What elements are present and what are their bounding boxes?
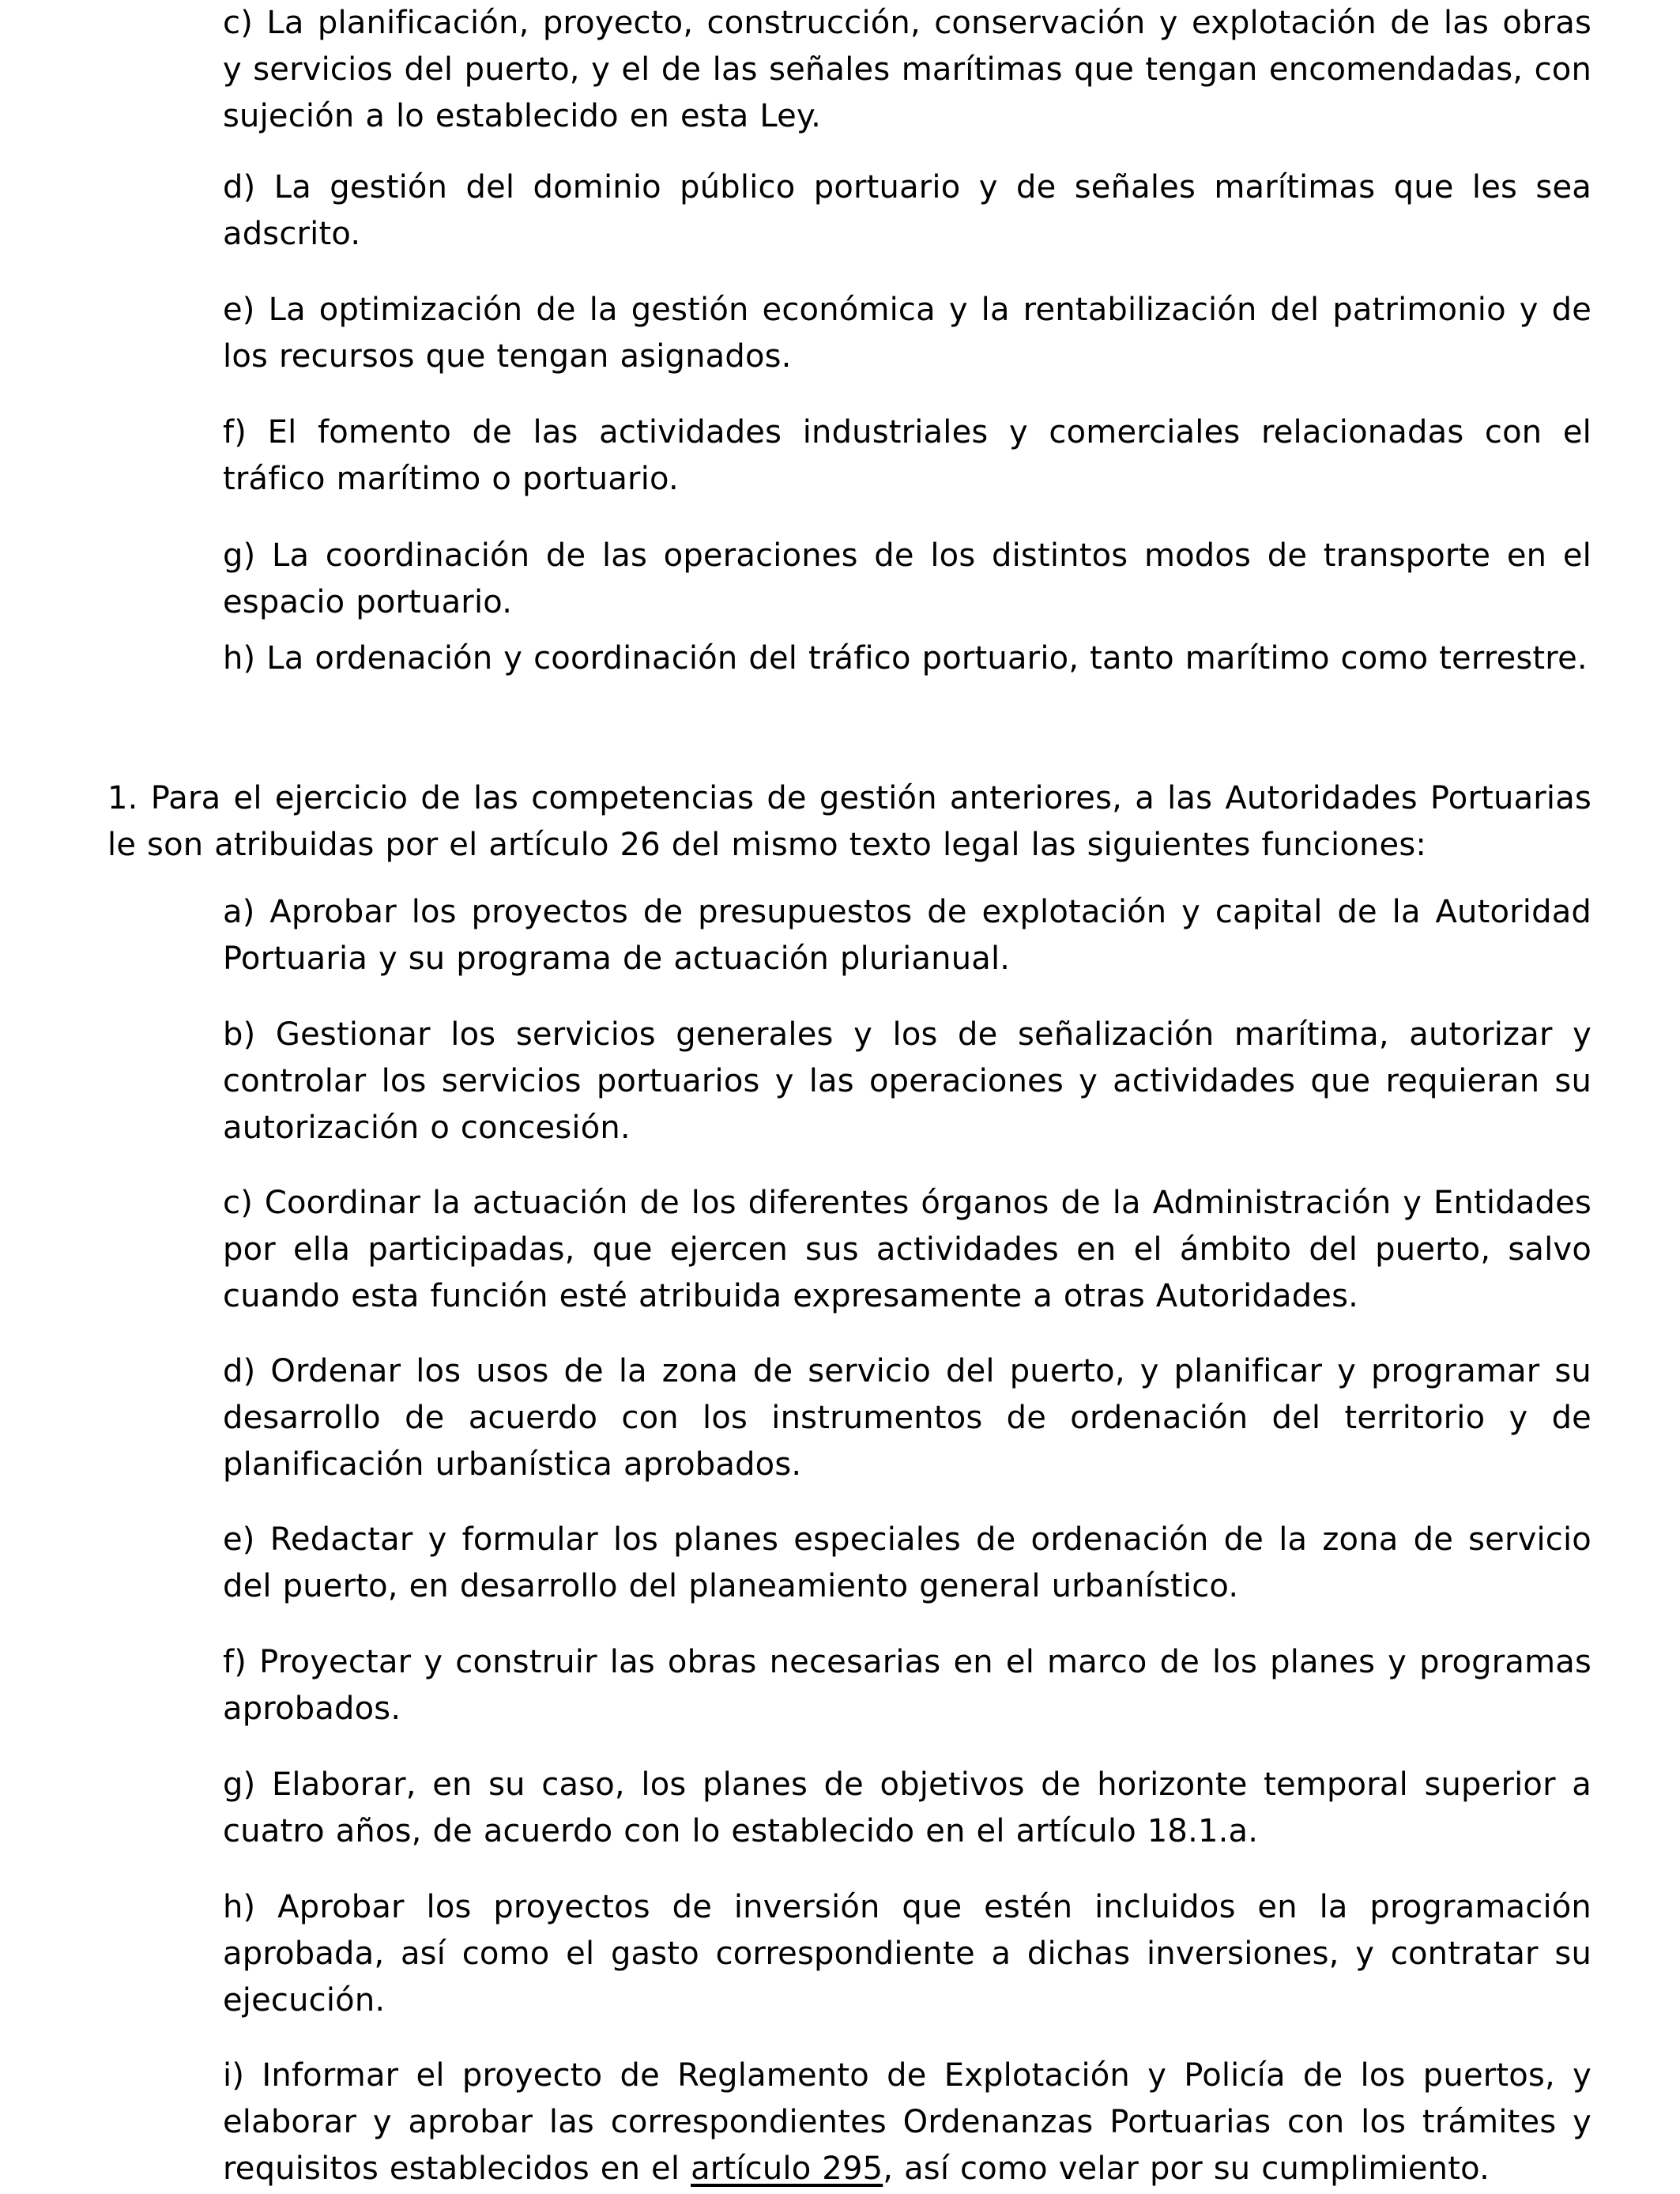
paragraph-competence-d: d) La gestión del dominio público portuario y de señales marítimas que les sea adscrito. — [223, 169, 1591, 252]
paragraph-function-b: b) Gestionar los servicios generales y los de señalización marítima, autorizar y controlar los servicios portuarios y las operaciones y actividades que requieran su autorización o concesión. — [223, 1016, 1591, 1146]
paragraph-competence-f: f) El fomento de las actividades industriales y comerciales relacionadas con el tráfico marítimo o portuario. — [223, 414, 1591, 497]
paragraph-competence-g: g) La coordinación de las operaciones de los distintos modos de transporte en el espacio portuario. — [223, 537, 1591, 620]
paragraph-function-g: g) Elaborar, en su caso, los planes de objetivos de horizonte temporal superior a cuatro años, de acuerdo con lo establecido en el artículo 18.1.a. — [223, 1766, 1591, 1849]
paragraph-competence-e: e) La optimización de la gestión económica y la rentabilización del patrimonio y de los recursos que tengan asignados. — [223, 292, 1591, 375]
paragraph-function-a: a) Aprobar los proyectos de presupuestos de explotación y capital de la Autoridad Portuaria y su programa de actuación plurianual. — [223, 894, 1591, 977]
paragraph-function-e: e) Redactar y formular los planes especiales de ordenación de la zona de servicio del puerto, en desarrollo del planeamiento general urbanístico. — [223, 1521, 1591, 1604]
paragraph-function-d: d) Ordenar los usos de la zona de servicio del puerto, y planificar y programar su desarrollo de acuerdo con los instrumentos de ordenación del territorio y de planificación urbanística aprobados. — [223, 1353, 1591, 1483]
article-295-link[interactable]: artículo 295 — [691, 2151, 883, 2187]
paragraph-intro-functions: 1. Para el ejercicio de las competencias de gestión anteriores, a las Autoridades Portuarias le son atribuidas por el artículo 26 del mismo texto legal las siguientes funciones: — [107, 780, 1591, 863]
paragraph-function-c: c) Coordinar la actuación de los diferentes órganos de la Administración y Entidades por ella participadas, que ejercen sus actividades en el ámbito del puerto, salvo cuando esta función esté atribuida expresamente a otras Autoridades. — [223, 1185, 1591, 1314]
function-i-text-before: i) Informar el proyecto de Reglamento de Explotación y Policía de los puertos, y elaborar y aprobar las correspondientes Ordenanzas Portuarias con los trámites y requisitos establecidos en el — [223, 2057, 1591, 2187]
paragraph-competence-h: h) La ordenación y coordinación del tráfico portuario, tanto marítimo como terrestre. — [223, 640, 1588, 677]
paragraph-function-h: h) Aprobar los proyectos de inversión que estén incluidos en la programación aprobada, así como el gasto correspondiente a dichas inversiones, y contratar su ejecución. — [223, 1889, 1591, 2019]
paragraph-competence-c: c) La planificación, proyecto, construcción, conservación y explotación de las obras y servicios del puerto, y el de las señales marítimas que tengan encomendadas, con sujeción a lo establecido en esta Ley. — [223, 5, 1591, 134]
paragraph-function-f: f) Proyectar y construir las obras necesarias en el marco de los planes y programas aprobados. — [223, 1644, 1591, 1727]
paragraph-function-i — [223, 2053, 1591, 2192]
function-i-text-after: , así como velar por su cumplimiento. — [883, 2151, 1490, 2187]
